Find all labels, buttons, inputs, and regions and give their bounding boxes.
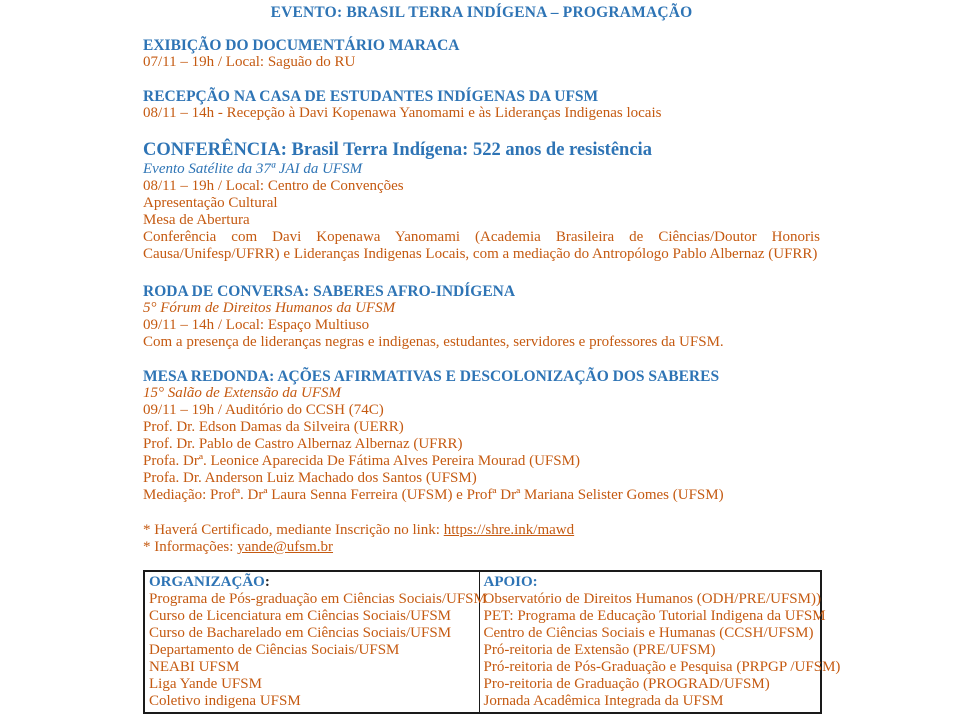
organization-item: Coletivo indigena UFSM: [149, 693, 301, 709]
section-line: Mediação: Profª. Drª Laura Senna Ferreira (UFSM) e Profª Drª Mariana Selister Gomes (UFSM): [143, 487, 724, 503]
section-heading: RECEPÇÃO NA CASA DE ESTUDANTES INDÍGENAS DA UFSM: [143, 88, 599, 105]
section-mesa-redonda: [143, 368, 820, 504]
section-line: Apresentação Cultural: [143, 195, 278, 211]
section-line: 08/11 – 19h / Local: Centro de Convenções: [143, 178, 404, 194]
section-exibicao: [143, 37, 820, 71]
page-title: EVENTO: BRASIL TERRA INDÍGENA – PROGRAMAÇÃO: [270, 4, 693, 21]
support-item: Observatório de Direitos Humanos (ODH/PRE/UFSM)): [483, 591, 821, 607]
organization-cell: [144, 571, 487, 713]
organization-item: Curso de Licenciatura em Ciências Sociais/UFSM: [149, 608, 452, 624]
section-conferencia: [143, 140, 820, 263]
section-line: Profa. Dr. Anderson Luiz Machado dos Santos (UFSM): [143, 470, 477, 486]
support-item: Centro de Ciências Sociais e Humanas (CCSH/UFSM): [483, 625, 814, 641]
section-line: 08/11 – 14h - Recepção à Davi Kopenawa Yanomami e às Lideranças Indigenas locais: [143, 105, 662, 121]
section-heading: MESA REDONDA: AÇÕES AFIRMATIVAS E DESCOLONIZAÇÃO DOS SABERES: [143, 368, 720, 385]
support-item: Pro-reitoria de Graduação (PROGRAD/UFSM): [483, 676, 770, 692]
organization-item: Departamento de Ciências Sociais/UFSM: [149, 642, 400, 658]
organization-item: Liga Yande UFSM: [149, 676, 262, 692]
certificate-note: [143, 522, 820, 539]
info-note-text: * Informações:: [143, 539, 238, 555]
support-header: APOIO:: [483, 574, 538, 590]
section-roda-de-conversa: [143, 283, 820, 351]
footnotes: [143, 522, 820, 556]
info-note: [143, 539, 820, 556]
contact-email-link[interactable]: yande@ufsm.br: [237, 539, 334, 555]
section-line: 09/11 – 14h / Local: Espaço Multiuso: [143, 317, 370, 333]
certificate-note-text: * Haverá Certificado, mediante Inscrição no link:: [143, 522, 444, 538]
organization-item: Curso de Bacharelado em Ciências Sociais/UFSM: [149, 625, 452, 641]
section-line: 07/11 – 19h / Local: Saguão do RU: [143, 54, 356, 70]
section-line: Profa. Drª. Leonice Aparecida De Fátima Alves Pereira Mourad (UFSM): [143, 453, 580, 469]
organization-support-table: [143, 570, 841, 714]
section-heading: CONFERÊNCIA: Brasil Terra Indígena: 522 anos de resistência: [143, 140, 652, 160]
support-item: Pró-reitoria de Extensão (PRE/UFSM): [483, 642, 716, 658]
section-line: Com a presença de lideranças negras e indigenas, estudantes, servidores e professores da UFSM.: [143, 334, 724, 350]
section-line: Prof. Dr. Pablo de Castro Albernaz Albernaz (UFRR): [143, 436, 463, 452]
section-heading: RODA DE CONVERSA: SABERES AFRO-INDÍGENA: [143, 283, 516, 300]
section-line: Prof. Dr. Edson Damas da Silveira (UERR): [143, 419, 404, 435]
support-cell: [479, 571, 841, 713]
section-heading: EXIBIÇÃO DO DOCUMENTÁRIO MARACA: [143, 37, 460, 54]
section-subtitle: 15° Salão de Extensão da UFSM: [143, 385, 342, 401]
section-subtitle: Evento Satélite da 37ª JAI da UFSM: [143, 161, 363, 177]
organization-item: NEABI UFSM: [149, 659, 240, 675]
support-item: Jornada Acadêmica Integrada da UFSM: [483, 693, 724, 709]
section-subtitle: 5° Fórum de Direitos Humanos da UFSM: [143, 300, 396, 316]
organization-item: Programa de Pós-graduação em Ciências Sociais/UFSM: [149, 591, 487, 607]
table-row: [144, 571, 821, 713]
support-item: Pró-reitoria de Pós-Graduação e Pesquisa (PRPGP /UFSM): [483, 659, 841, 675]
support-item: PET: Programa de Educação Tutorial Indigena da UFSM: [483, 608, 826, 624]
section-paragraph: Conferência com Davi Kopenawa Yanomami (Academia Brasileira de Ciências/Doutor Honoris Causa/Unifesp/UFRR) e Lideranças Indigenas Locais, com a mediação do Antropólogo Pablo Albernaz (UFRR): [143, 229, 820, 262]
section-line: 09/11 – 19h / Auditório do CCSH (74C): [143, 402, 384, 418]
organization-header: ORGANIZAÇÃO:: [149, 574, 270, 590]
registration-link[interactable]: https://shre.ink/mawd: [443, 522, 575, 538]
section-line: Mesa de Abertura: [143, 212, 250, 228]
section-recepcao: [143, 88, 820, 122]
